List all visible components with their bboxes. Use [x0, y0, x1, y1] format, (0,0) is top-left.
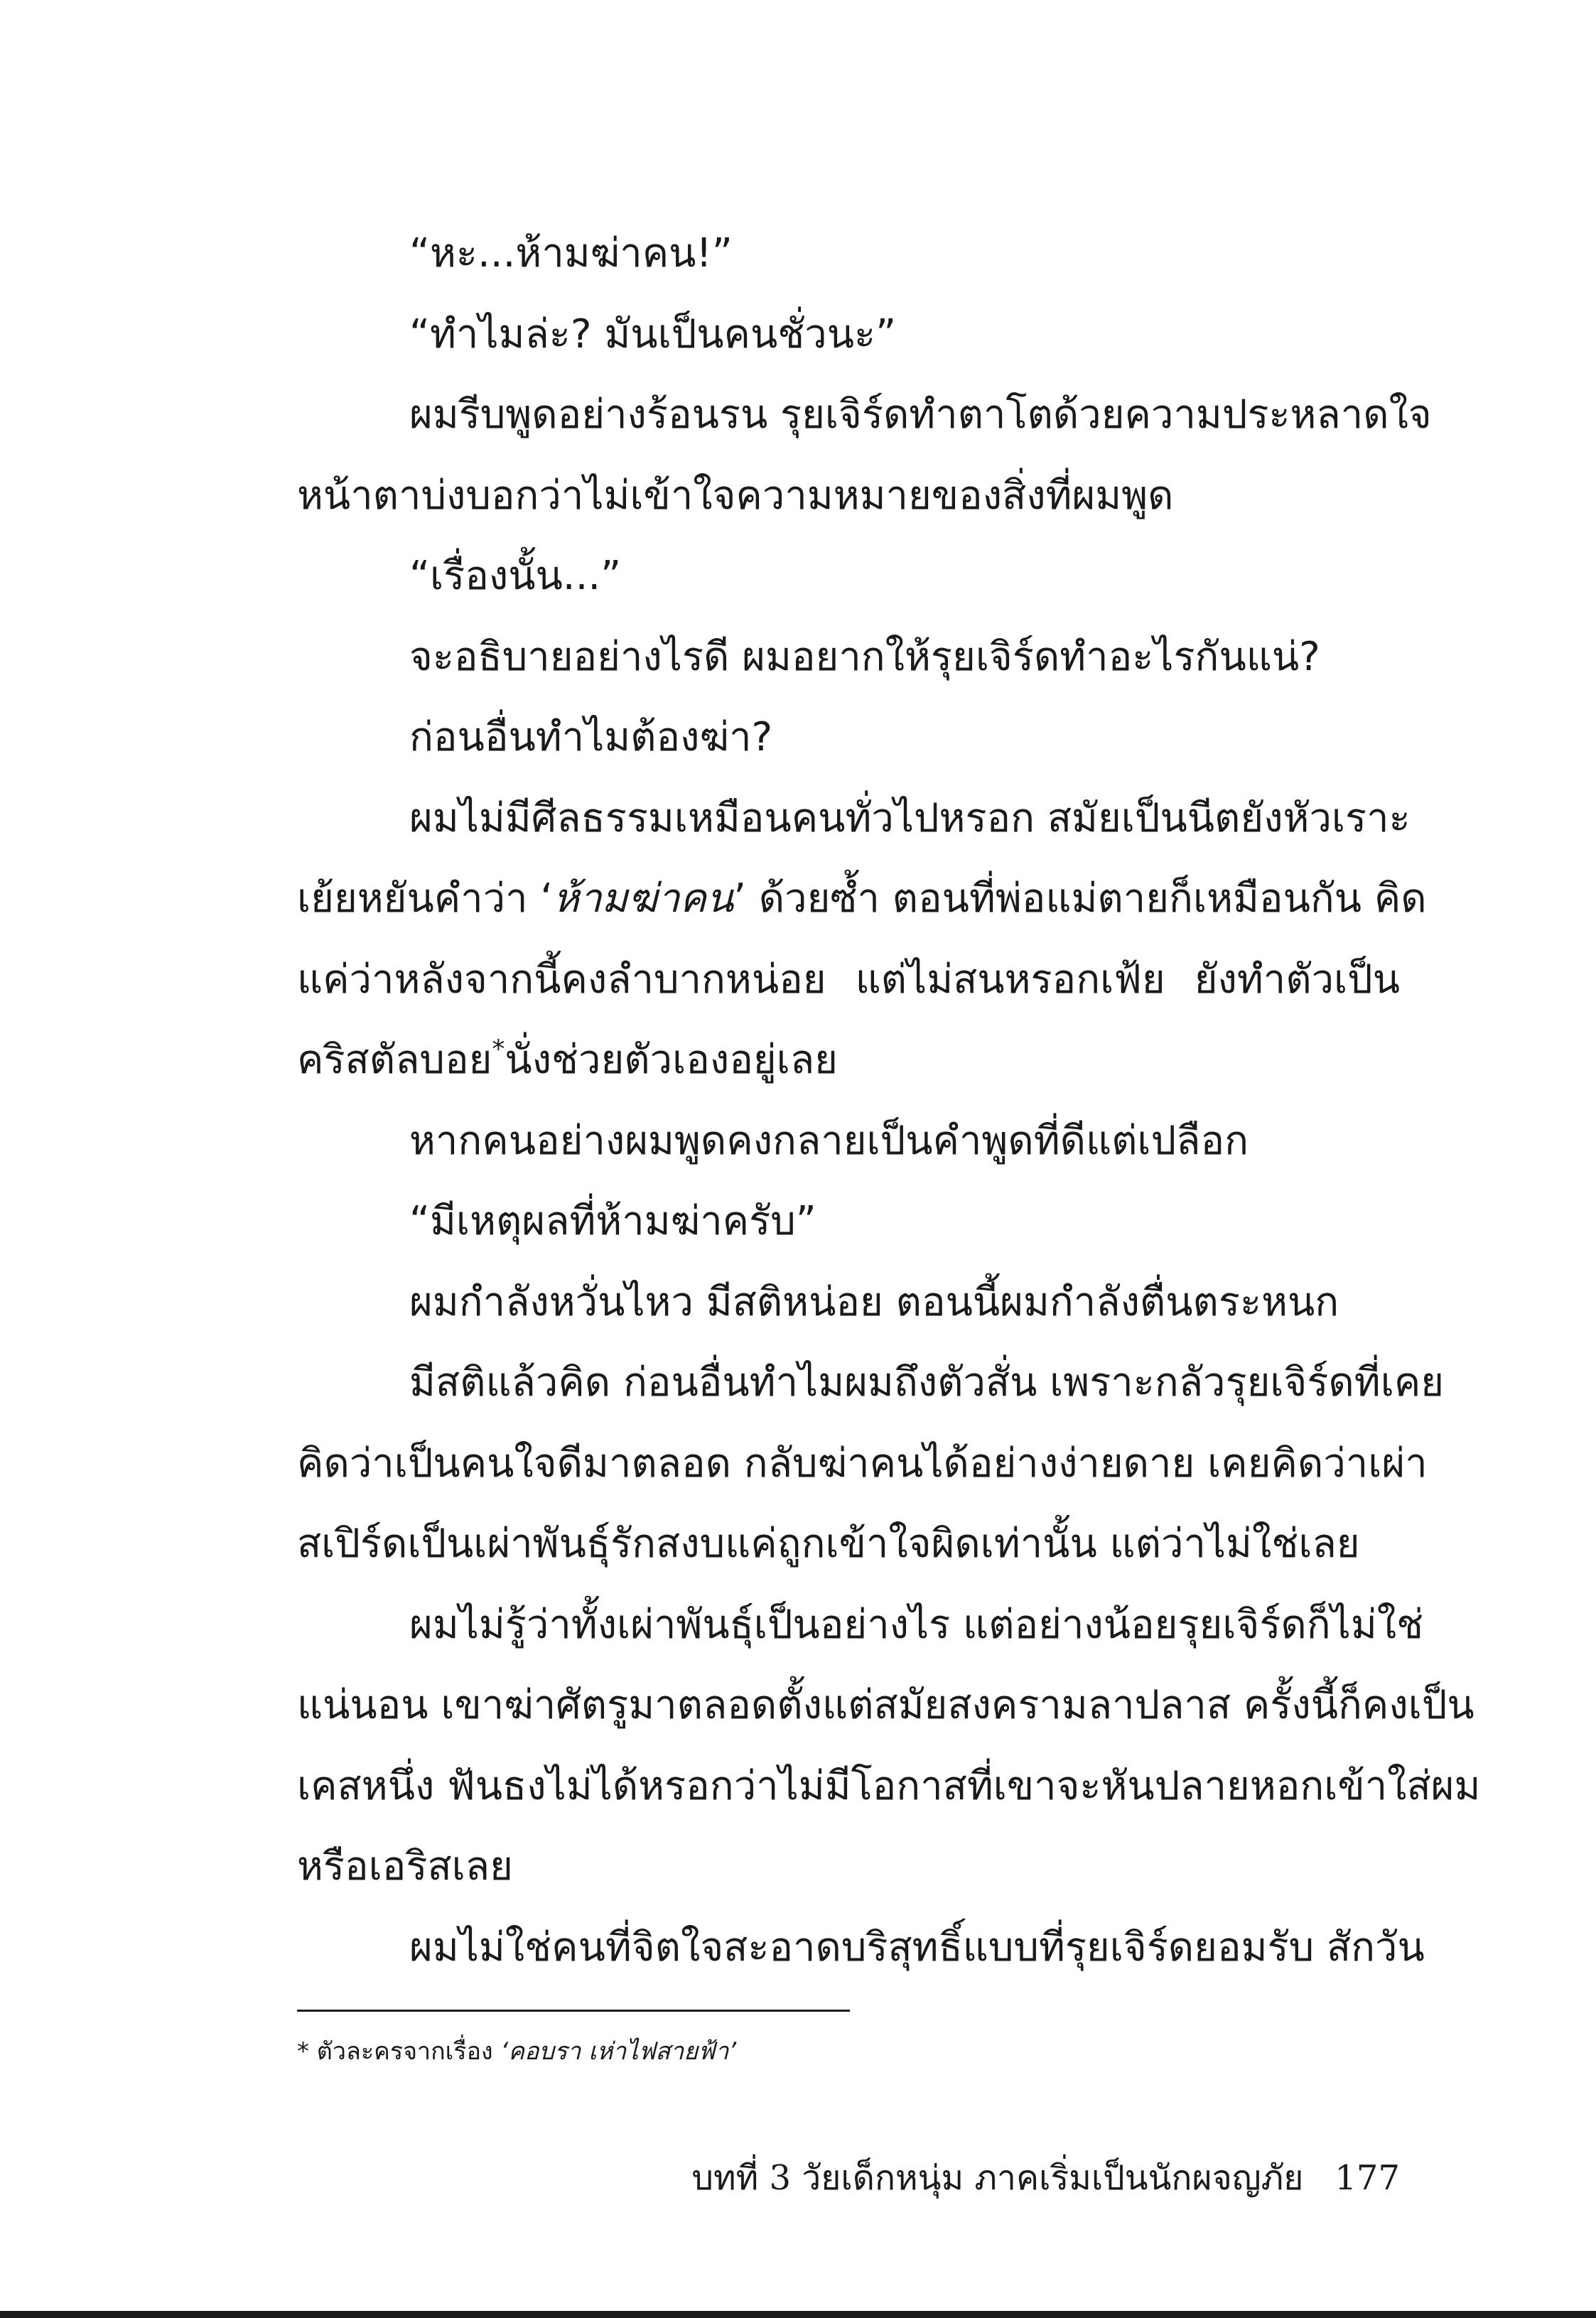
text-line: หากคนอย่างผมพูดคงกลายเป็นคำพูดที่ดีแต่เปลือก	[409, 1117, 1249, 1164]
footnote-marker: *	[492, 1035, 505, 1064]
text-line: “เรื่องนั้น...”	[409, 553, 622, 599]
text-segment: นั่งช่วยตัวเองอยู่เลย	[505, 1037, 838, 1083]
text-line: มีสติแล้วคิด ก่อนอื่นทำไมผมถึงตัวสั่น เพราะกลัวรุยเจิร์ดที่เคย	[409, 1359, 1445, 1406]
text-segment: คริสตัลบอย	[297, 1037, 492, 1083]
running-footer	[691, 2153, 1400, 2203]
text-line: ผมไม่ใช่คนที่จิตใจสะอาดบริสุทธิ์แบบที่รุยเจิร์ดยอมรับ สักวัน	[409, 1924, 1425, 1971]
footnote-divider	[297, 2010, 850, 2012]
footnote-text: ตัวละครจากเรื่อง	[309, 2037, 501, 2066]
text-line: ผมไม่รู้ว่าทั้งเผ่าพันธุ์เป็นอย่างไร แต่อย่างน้อยรุยเจิร์ดก็ไม่ใช่	[409, 1601, 1424, 1648]
chapter-title: บทที่ 3 วัยเด็กหนุ่ม ภาคเริ่มเป็นนักผจญภัย	[691, 2158, 1304, 2198]
emphasis-text: ห้ามฆ่าคน	[553, 875, 734, 922]
text-line: คิดว่าเป็นคนใจดีมาตลอด กลับฆ่าคนได้อย่างง่ายดาย เคยคิดว่าเผ่า	[297, 1440, 1428, 1487]
text-line: หน้าตาบ่งบอกว่าไม่เข้าใจความหมายของสิ่งที่ผมพูด	[297, 472, 1174, 519]
text-segment: ’ ด้วยซ้ำ ตอนที่พ่อแม่ตายก็เหมือนกัน คิด	[733, 875, 1427, 922]
body-text	[297, 213, 1481, 1988]
text-line: ผมไม่มีศีลธรรมเหมือนคนทั่วไปหรอก สมัยเป็นนีตยังหัวเราะ	[409, 794, 1411, 841]
text-line: “มีเหตุผลที่ห้ามฆ่าครับ”	[409, 1198, 816, 1244]
text-line: ก่อนอื่นทำไมต้องฆ่า?	[409, 714, 773, 760]
text-line: แค่ว่าหลังจากนี้คงลำบากหน่อย แต่ไม่สนหรอกเฟ้ย ยังทำตัวเป็น	[297, 956, 1400, 1003]
text-line	[297, 1020, 1400, 1101]
text-line: “หะ...ห้ามฆ่าคน!”	[409, 230, 733, 276]
footnote	[297, 2034, 736, 2069]
scan-bottom-edge	[0, 2311, 1596, 2318]
text-line: จะอธิบายอย่างไรดี ผมอยากให้รุยเจิร์ดทำอะไรกันแน่?	[409, 633, 1320, 680]
text-segment: เย้ยหยันคำว่า ‘	[297, 875, 554, 922]
footnote-title: ‘คอบรา เห่าไฟสายฟ้า’	[500, 2037, 737, 2066]
text-line: หรือเอริสเลย	[297, 1843, 513, 1890]
text-line: “ทำไมล่ะ? มันเป็นคนชั่วนะ”	[409, 311, 897, 357]
text-line: แน่นอน เขาฆ่าศัตรูมาตลอดตั้งแต่สมัยสงครามลาปลาส ครั้งนี้ก็คงเป็น	[297, 1682, 1474, 1728]
text-line: ผมกำลังหวั่นไหว มีสติหน่อย ตอนนี้ผมกำลังตื่นตระหนก	[409, 1278, 1339, 1325]
page-number: 177	[1335, 2158, 1400, 2198]
text-line: เคสหนึ่ง ฟันธงไม่ได้หรอกว่าไม่มีโอกาสที่เขาจะหันปลายหอกเข้าใส่ผม	[297, 1762, 1481, 1809]
text-line	[297, 858, 1427, 939]
footnote-marker: *	[297, 2037, 309, 2066]
text-line: ผมรีบพูดอย่างร้อนรน รุยเจิร์ดทำตาโตด้วยความประหลาดใจ	[409, 392, 1432, 438]
text-line: สเปิร์ดเป็นเผ่าพันธุ์รักสงบแค่ถูกเข้าใจผิดเท่านั้น แต่ว่าไม่ใช่เลย	[297, 1521, 1360, 1567]
